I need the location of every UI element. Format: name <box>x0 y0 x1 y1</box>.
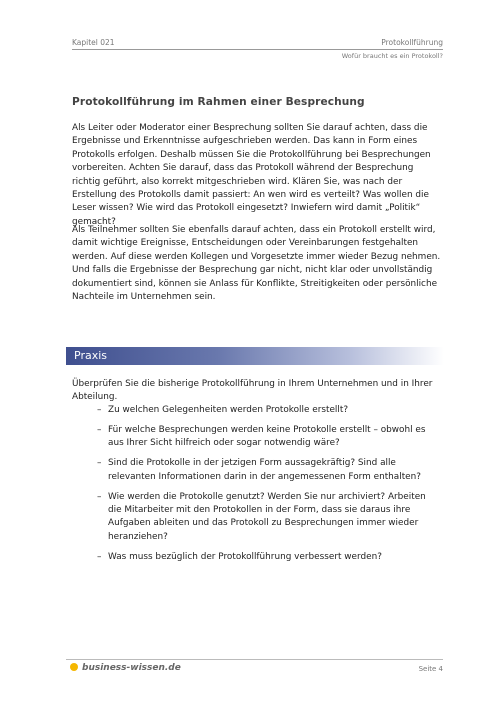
praxis-label: Praxis <box>74 349 107 362</box>
dash-bullet: – <box>97 551 102 562</box>
dash-bullet: – <box>97 458 102 469</box>
praxis-intro: Überprüfen Sie die bisherige Protokollführung in Ihrem Unternehmen und in Ihrer Abteilung. <box>72 379 433 403</box>
paragraph-participant: Als Teilnehmer sollten Sie ebenfalls darauf achten, dass ein Protokoll erstellt wird, damit wichtige Ereignisse, Entscheidungen oder Vereinbarungen festgehalten werden. Auf diese werden Kollegen und Vorgesetzte immer wieder Bezug nehmen. Und falls die Ergebnisse der Besprechung gar nicht, nicht klar oder unvollständig dokumentiert sind, können sie Anlass für Konflikte, Streitigkeiten oder persönliche Nachteile im Unternehmen sein. <box>72 225 441 303</box>
question-text: Sind die Protokolle in der jetzigen Form aussagekräftig? Sind alle relevanten Informationen darin in der angemessenen Form enthalten? <box>108 458 421 482</box>
list-item <box>98 491 438 545</box>
list-item <box>98 404 438 417</box>
footer-logo[interactable] <box>70 663 181 673</box>
logo-text: business-wissen.de <box>82 663 181 673</box>
header-topic: Protokollführung <box>381 38 443 47</box>
list-item <box>98 551 438 564</box>
list-item <box>98 424 438 451</box>
list-item <box>98 457 438 484</box>
dash-bullet: – <box>97 424 102 435</box>
logo-dot-icon <box>70 663 78 671</box>
header-subtitle: Wofür braucht es ein Protokoll? <box>341 52 443 60</box>
dash-bullet: – <box>97 405 102 415</box>
question-text: Wie werden die Protokolle genutzt? Werden Sie nur archiviert? Arbeiten die Mitarbeiter mit den Protokollen in der Form, dass sie daraus ihre Aufgaben ableiten und das Protokoll zu Besprechungen immer wieder heranziehen? <box>108 491 426 542</box>
page-number: Seite 4 <box>418 665 443 673</box>
question-text: Was muss bezüglich der Protokollführung verbessert werden? <box>108 551 382 562</box>
praxis-question-list <box>98 404 438 571</box>
question-text: Zu welchen Gelegenheiten werden Protokolle erstellt? <box>108 405 349 415</box>
footer-divider <box>66 659 443 660</box>
question-text: Für welche Besprechungen werden keine Protokolle erstellt – obwohl es aus Ihrer Sicht hilfreich oder sogar notwendig wäre? <box>108 424 426 449</box>
dash-bullet: – <box>97 491 102 502</box>
praxis-banner <box>66 347 444 365</box>
paragraph-leader: Als Leiter oder Moderator einer Besprechung sollten Sie darauf achten, dass die Ergebnisse und Erkenntnisse aufgeschrieben werden. Das kann in Form eines Protokolls erfolgen. Deshalb müssen Sie die Protokollführung bei Besprechungen vorbereiten. Achten Sie darauf, dass das Protokoll während der Besprechung richtig geführt, also korrekt mitgeschrieben wird. Klären Sie, was nach der Erstellung des Protokolls damit passiert: An wen wird es verteilt? Was wollen die Leser wissen? Wie wird das Protokoll eingesetzt? Inwiefern wird damit „Politik“ gemacht? <box>72 123 431 227</box>
header-chapter: Kapitel 021 <box>72 38 115 47</box>
header-divider <box>72 49 443 50</box>
section-title: Protokollführung im Rahmen einer Besprechung <box>72 96 365 108</box>
